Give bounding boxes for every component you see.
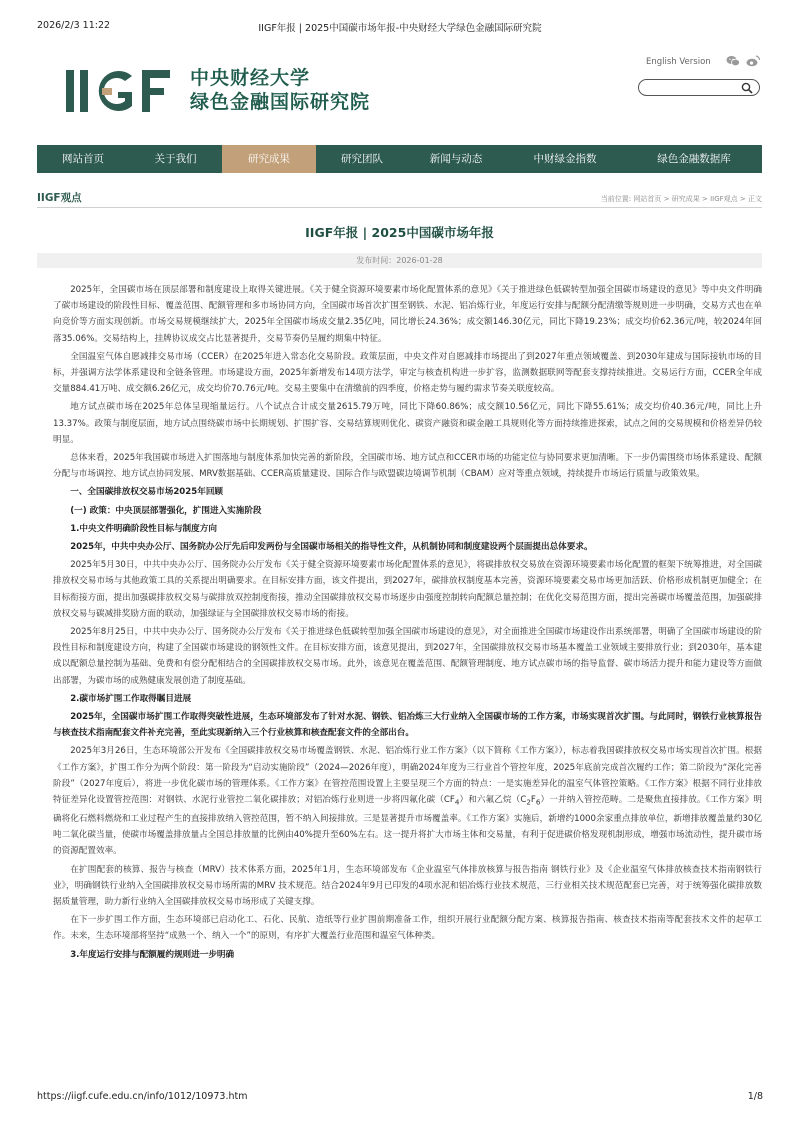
heading-subsection-1: (一) 政策：中央顶层部署强化，扩围进入实施阶段 xyxy=(70,505,262,516)
paragraph-summary-4: 总体来看，2025年我国碳市场进入扩围落地与制度体系加快完善的新阶段，全国碳市场、地方试点和CCER市场的功能定位与协同要求更加清晰。下一步仍需围绕市场体系建设、配额分配与市场调控、地方试点协同发展、MRV数据基础、CCER高质量建设、国际合作与欧盟碳边境调节机制（CBAM）应对等重点领域，持续提升市场运行质量与政策效果。 xyxy=(53,453,762,480)
section-title: IIGF观点 xyxy=(37,192,82,204)
subscript: 4 xyxy=(454,797,460,807)
paragraph-body-8: 在扩围配套的核算、报告与核查（MRV）技术体系方面，2025年1月，生态环境部发布《企业温室气体排放核算与报告指南 钢铁行业》及《企业温室气体排放核查技术指南钢铁行业》，明确钢铁行业纳入全国碳排放权交易市场所需的MRV 技术规范。结合2024年9月已印发的4项水泥和铝冶炼行业技术规范，三行业相关技术规范配套已完善，对于统筹强化碳排放数据质量管理，助力新行业纳入全国碳排放权交易市场形成了关键支撑。 xyxy=(53,864,762,908)
print-url: https://iigf.cufe.edu.cn/info/1012/10973.htm xyxy=(37,1091,248,1102)
breadcrumb-separator: > xyxy=(701,195,708,203)
print-datetime: 2026/2/3 11:22 xyxy=(37,20,111,31)
heading-section-1: 一、全国碳排放权交易市场2025年回顾 xyxy=(70,487,224,498)
paragraph-body-9: 在下一步扩围工作方面，生态环境部已启动化工、石化、民航、造纸等行业扩围前期准备工作，组织开展行业配额分配方案、核算报告指南、核查技术指南等配套技术文件的起草工作。未来，生态环境部将坚持“成熟一个、纳入一个”的原则，有序扩大覆盖行业范围和温室气体种类。 xyxy=(53,915,762,942)
paragraph-body-7 xyxy=(53,743,762,859)
breadcrumb-item-current: 正文 xyxy=(748,195,762,203)
article-body xyxy=(53,282,762,963)
text-segment: F xyxy=(530,795,536,806)
breadcrumb-separator: > xyxy=(739,195,746,203)
publish-info xyxy=(37,253,762,268)
paragraph-summary-3: 地方试点碳市场在2025年总体呈现缩量运行。八个试点合计成交量2615.79万吨，同比下降60.86%；成交额10.56亿元，同比下降55.61%；成交均价40.36元/吨，同比上升13.37%。政策与制度层面，地方试点围绕碳市场中长期规划、扩围扩容、交易结算规则优化、碳资产融资和碳金融工具规则化等方面持续推进探索，试点之间的交易规模和价格差异仍较明显。 xyxy=(53,402,762,445)
paragraph-body-5: 2025年5月30日，中共中央办公厅、国务院办公厅发布《关于健全资源环境要素市场化配置体系的意见》，将碳排放权交易放在资源环境要素市场化配置的框架下统筹推进，对全国碳排放权交易市场与其他政策工具的关系提出明确要求。在目标安排方面，该文件提出，到2027年，碳排放权制度基本完善，资源环境要素交易市场更加活跃、价格形成机制更加健全；在目标衔接方面，提出加强碳排放权交易与碳排放双控制度衔接，推动全国碳排放权交易市场逐步由强度控制转向配额总量控制；在优化交易范围方面，提出完善碳市场覆盖范围，加强碳排放权交易与碳减排奖励方面的联动，加强绿证与全国碳排放权交易市场的衔接。 xyxy=(53,560,762,619)
search-icon[interactable] xyxy=(741,82,753,94)
english-version-link[interactable]: English Version xyxy=(646,57,711,67)
subscript: 2 xyxy=(526,797,531,807)
section-header xyxy=(37,186,762,208)
heading-point-3: 3.年度运行安排与配额履约规则进一步明确 xyxy=(70,949,235,960)
text-segment: ）和六氟乙烷（C xyxy=(459,795,527,806)
paragraph-summary-2: 全国温室气体自愿减排交易市场（CCER）在2025年进入常态化交易阶段。政策层面，中央文件对自愿减排市场提出了到2027年重点领域覆盖、到2030年建成与国际接轨市场的目标，并强调方法学体系建设和全链条管理。市场建设方面，2025年新增发布14项方法学，审定与核查机构进一步扩容，监测数据联网等配套支撑持续推进。交易运行方面，CCER全年成交量884.41万吨、成交额6.26亿元，成交均价70.76元/吨。交易主要集中在清缴前的四季度，价格走势与履约需求节奏关联度较高。 xyxy=(53,351,762,395)
search-box xyxy=(638,79,760,96)
nav-item-news[interactable]: 新闻与动态 xyxy=(429,153,483,165)
print-page-number: 1/8 xyxy=(747,1091,763,1102)
breadcrumb-item-iigf[interactable]: IIGF观点 xyxy=(710,195,738,203)
nav-item-team[interactable]: 研究团队 xyxy=(341,153,383,165)
site-logo[interactable] xyxy=(66,64,386,116)
text-segment: 2025年3月26日，生态环境部公开发布《全国碳排放权交易市场覆盖钢铁、水泥、铝冶炼行业工作方案》（以下简称《工作方案》），标志着我国碳排放权交易市场实现首次扩围。根据《工作方案》，扩围工作分为两个阶段：第一阶段为“启动实施阶段”（2024—2026年度），明确2024年度为三行业首个管控年度，2025年底前完成首次履约工作；第二阶段为“深化完善阶段”（2027年度后），将进一步优化碳市场的管理体系。《工作方案》在管控范围设置上主要呈现三个方面的特点：一是实施差异化的温室气体管控策略。《工作方案》根据不同行业排放特征差异化设置管控范围：对钢铁、水泥行业管控二氧化碳排放；对铝冶炼行业则进一步将四氟化碳（CF xyxy=(53,746,762,806)
subscript: 6 xyxy=(535,797,541,807)
logo-text xyxy=(190,66,370,114)
breadcrumb-item-home[interactable]: 网站首页 xyxy=(633,195,662,203)
print-footer xyxy=(37,1091,763,1105)
nav-item-index[interactable]: 中财绿金指数 xyxy=(533,153,597,165)
nav-item-research[interactable]: 研究成果 xyxy=(222,145,316,173)
nav-item-home[interactable]: 网站首页 xyxy=(62,153,104,165)
print-header xyxy=(37,20,763,34)
paragraph-body-6: 2025年8月25日，中共中央办公厅、国务院办公厅发布《关于推进绿色低碳转型加强全国碳市场建设的意见》，对全面推进全国碳市场建设作出系统部署，明确了全国碳市场建设的阶段性目标和制度建设方向，构建了全国碳市场建设的钢领性文件。在目标安排方面，该意见提出，到2027年，全国碳排放权交易市场基本覆盖工业领域主要排放行业；到2030年，基本建成以配额总量控制为基础、免费和有偿分配相结合的全国碳排放权交易市场。此外，该意见在覆盖范围、配额管理制度、地方试点碳市场的指导监督、碳市场活力提升和能力建设等方面做出部署，为碳市场的成熟健康发展创造了制度基础。 xyxy=(53,627,762,686)
logo-text-line1: 中央财经大学 xyxy=(190,67,311,89)
paragraph-summary-1: 2025年，全国碳市场在顶层部署和制度建设上取得关键进展。《关于健全资源环境要素市场化配置体系的意见》《关于推进绿色低碳转型加强全国碳市场建设的意见》等中央文件明确了碳市场建设的阶段性目标、覆盖范围、配额管理和多市场协同方向，全国碳市场首次扩围至钢铁、水泥、铝冶炼行业，年度运行安排与配额分配清缴等规则进一步明确，交易方式也在单向竞价等方面实现创新。市场交易规模继续扩大，2025年全国碳市场成交量2.35亿吨，同比增长24.36%；成交额146.30亿元，同比下降19.23%；成交均价62.36元/吨，较2024年回落35.06%。交易结构上，挂牌协议成交占比显著提升，交易节奏仍呈履约期集中特征。 xyxy=(53,285,762,344)
iigf-logo-icon xyxy=(66,64,184,116)
heading-point-1: 1.中央文件明确阶段性目标与制度方向 xyxy=(70,523,217,534)
breadcrumb xyxy=(601,194,762,204)
nav-item-about[interactable]: 关于我们 xyxy=(154,153,197,165)
publish-date: 2026-01-28 xyxy=(396,256,443,265)
nav-item-database[interactable]: 绿色金融数据库 xyxy=(657,153,731,165)
weibo-icon[interactable] xyxy=(746,55,760,67)
breadcrumb-separator: > xyxy=(663,195,670,203)
text-segment: ）一并纳入管控范畴。二是聚焦直接排放。《工作方案》明确将化石燃料燃烧和工业过程产生的直接排放纳入管控范围，暂不纳入间接排放。三是显著提升市场覆盖率。《工作方案》实施后，新增约1000余家重点排放单位，新增排放覆盖量约30亿吨二氧化碳当量，使碳市场覆盖排放量占全国总排放量的比例由40%提升至60%左右。这一提升将扩大市场主体和交易量，有利于促进碳价格发现机制形成，增强市场流动性，提升碳市场的资源配置效率。 xyxy=(53,795,762,857)
article-title: IIGF年报 | 2025中国碳市场年报 xyxy=(305,225,494,240)
logo-text-line2: 绿色金融国际研究院 xyxy=(190,91,371,113)
main-nav xyxy=(37,145,762,173)
breadcrumb-prefix: 当前位置: xyxy=(600,195,632,203)
publish-label: 发布时间： xyxy=(356,256,397,265)
breadcrumb-item-research[interactable]: 研究成果 xyxy=(671,195,700,203)
print-page-title: IIGF年报 | 2025中国碳市场年报-中央财经大学绿色金融国际研究院 xyxy=(258,23,542,34)
heading-point-2: 2.碳市场扩围工作取得瞩目进展 xyxy=(70,693,192,704)
header-utilities xyxy=(620,55,762,105)
paragraph-bold-2: 2025年，全国碳市场扩围工作取得突破性进展，生态环境部发布了针对水泥、钢铁、铝冶炼三大行业纳入全国碳市场的工作方案，市场实现首次扩围。与此同时，钢铁行业核算报告与核查技术指南配套文件补充完善，至此实现新纳入三个行业核算和核查配套文件的全部出台。 xyxy=(53,712,762,739)
wechat-icon[interactable] xyxy=(726,55,740,67)
paragraph-bold-1: 2025年，中共中央办公厅、国务院办公厅先后印发两份与全国碳市场相关的指导性文件，从机制协同和制度建设两个层面提出总体要求。 xyxy=(70,542,593,553)
search-input[interactable] xyxy=(645,81,737,94)
